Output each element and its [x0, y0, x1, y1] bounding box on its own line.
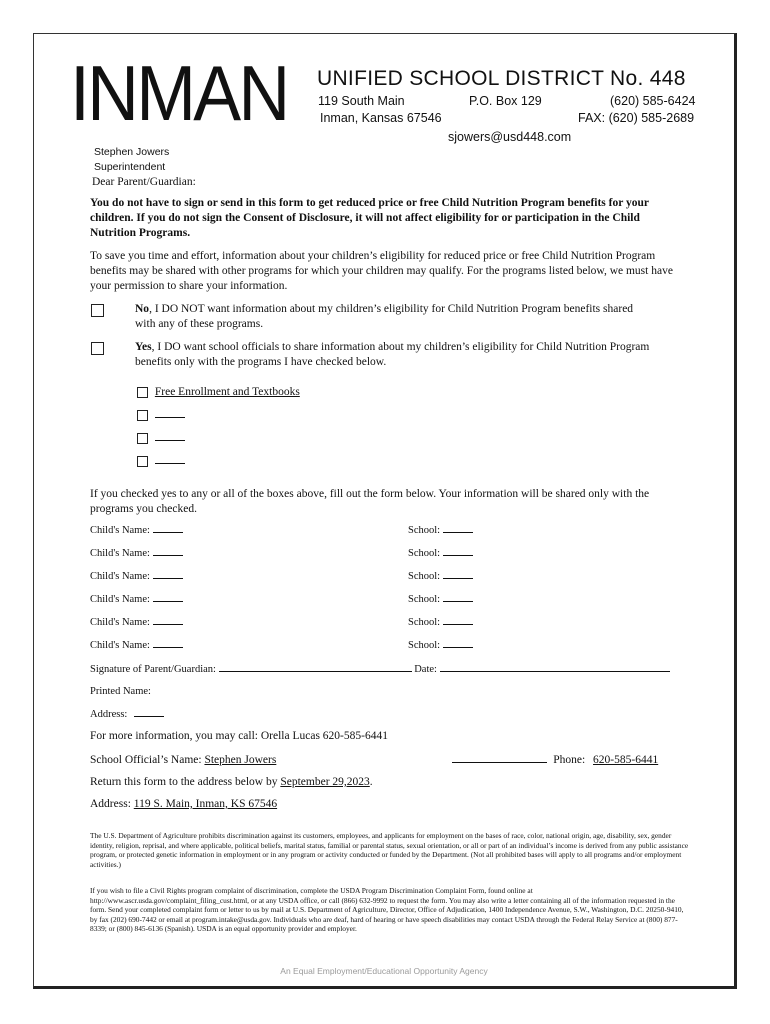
nondiscrimination-statement: The U.S. Department of Agriculture prohibits discrimination against its customers, employees, and applicants for employment on the bases of race, color, national origin, age, disability, sex, gender identity, religion, reprisal, and where applicable, political beliefs, marital status, familial or parental status, sexual orientation, or all or part of an individual’s income is derived from any public assistance program, or protected genetic information in employment or in any program or activity conducted or funded by the Department. (Not all prohibited bases will apply to all programs and/or employment activities.): [90, 831, 689, 869]
child-name-label: Child's Name:: [90, 617, 150, 628]
no-checkbox[interactable]: [91, 304, 104, 317]
child-row: [90, 523, 690, 538]
school-blank[interactable]: [443, 546, 473, 556]
child-row: [90, 615, 690, 630]
official-phone: 620-585-6441: [593, 754, 659, 766]
school-field: [408, 592, 473, 607]
address-row: [90, 707, 164, 722]
yes-description: , I DO want school officials to share information about my children’s eligibility for Child Nutrition Program benefits only with the programs I have checked below.: [135, 341, 650, 368]
inman-logo: INMAN: [70, 49, 288, 137]
yes-checkbox[interactable]: [91, 342, 104, 355]
footer-tagline: An Equal Employment/Educational Opportunity Agency: [280, 966, 488, 976]
school-label: School:: [408, 525, 441, 536]
child-name-blank[interactable]: [153, 569, 183, 579]
district-fax: FAX: (620) 585-2689: [578, 111, 695, 125]
consent-notice: You do not have to sign or send in this form to get reduced price or free Child Nutrition Program benefits for your children. If you do not sign the Consent of Disclosure, it will not affect eligibility for or participation in the Child Nutrition Programs.: [90, 197, 649, 239]
school-blank[interactable]: [443, 523, 473, 533]
school-blank[interactable]: [443, 638, 473, 648]
child-name-blank[interactable]: [153, 638, 183, 648]
yes-label: Yes: [135, 341, 152, 353]
program-option-3[interactable]: [137, 431, 185, 446]
school-field: [408, 638, 473, 653]
return-address-row: [90, 797, 277, 812]
program-checkbox[interactable]: [137, 456, 148, 467]
school-label: School:: [408, 617, 441, 628]
official-extra-line[interactable]: [452, 752, 547, 763]
child-name-label: Child's Name:: [90, 548, 150, 559]
school-label: School:: [408, 548, 441, 559]
child-name-label: Child's Name:: [90, 571, 150, 582]
return-suffix: .: [369, 776, 373, 788]
school-blank[interactable]: [443, 569, 473, 579]
street-address: 119 South Main: [318, 94, 405, 108]
school-field: [408, 546, 473, 561]
address-label: Address:: [90, 709, 128, 720]
return-row: [90, 775, 373, 790]
child-row: [90, 546, 690, 561]
city-state: Inman, Kansas 67546: [320, 111, 442, 125]
district-email: sjowers@usd448.com: [448, 130, 572, 144]
return-prefix: Return this form to the address below by: [90, 776, 278, 788]
program-label: Free Enrollment and Textbooks: [154, 386, 300, 398]
program-checkbox[interactable]: [137, 433, 148, 444]
return-date: September 29,2023: [280, 776, 370, 788]
phone-label: Phone:: [553, 754, 586, 766]
school-label: School:: [408, 640, 441, 651]
child-name-blank[interactable]: [153, 615, 183, 625]
no-description: , I DO NOT want information about my children’s eligibility for Child Nutrition Program benefits shared with any of these programs.: [135, 303, 634, 330]
school-field: [408, 523, 473, 538]
date-label: Date:: [414, 664, 437, 675]
school-label: School:: [408, 571, 441, 582]
po-box: P.O. Box 129: [469, 94, 542, 108]
district-phone: (620) 585-6424: [610, 94, 696, 108]
program-blank[interactable]: [155, 431, 185, 441]
official-label: School Official’s Name:: [90, 754, 202, 766]
school-label: School:: [408, 594, 441, 605]
program-option-2[interactable]: [137, 408, 185, 423]
program-option-1[interactable]: [137, 385, 300, 400]
printed-name-label: Printed Name:: [90, 686, 151, 697]
superintendent-title: Superintendent: [94, 161, 166, 173]
school-blank[interactable]: [443, 592, 473, 602]
child-name-label: Child's Name:: [90, 525, 150, 536]
program-blank[interactable]: [155, 408, 185, 418]
district-name: UNIFIED SCHOOL DISTRICT No. 448: [317, 67, 686, 90]
child-name-label: Child's Name:: [90, 594, 150, 605]
return-address-label: Address:: [90, 798, 131, 810]
yes-option-text: [135, 340, 665, 370]
document-page: [33, 33, 737, 989]
child-name-blank[interactable]: [153, 546, 183, 556]
child-row: [90, 592, 690, 607]
school-field: [408, 569, 473, 584]
child-name-label: Child's Name:: [90, 640, 150, 651]
program-option-4[interactable]: [137, 454, 185, 469]
superintendent-name: Stephen Jowers: [94, 146, 170, 158]
school-field: [408, 615, 473, 630]
child-row: [90, 569, 690, 584]
official-row: [90, 752, 688, 768]
signature-row: [90, 661, 670, 677]
program-blank[interactable]: [155, 454, 185, 464]
fill-instructions: If you checked yes to any or all of the boxes above, fill out the form below. Your information will be shared only with the programs you checked.: [90, 488, 650, 515]
child-name-blank[interactable]: [153, 523, 183, 533]
program-checkbox[interactable]: [137, 387, 148, 398]
greeting: Dear Parent/Guardian:: [92, 176, 196, 188]
child-name-blank[interactable]: [153, 592, 183, 602]
signature-line[interactable]: [219, 661, 412, 672]
no-label: No: [135, 303, 150, 315]
signature-label: Signature of Parent/Guardian:: [90, 664, 216, 675]
school-blank[interactable]: [443, 615, 473, 625]
intro-paragraph: To save you time and effort, information about your children’s eligibility for reduced price or free Child Nutrition Program benefits may be shared with other programs for which your children may qualify. For the programs listed below, we must have your permission to share your information.: [90, 250, 673, 292]
no-option-text: [135, 302, 655, 332]
address-blank[interactable]: [134, 707, 164, 717]
complaint-statement: If you wish to file a Civil Rights program complaint of discrimination, complete the USDA Program Discrimination Complaint Form, found online at http://www.ascr.usda.gov/complaint_filing_cust.html, or at any USDA office, or call (866) 632-9992 to request the form. You may also write a letter containing all of the information requested in the form. Send your completed complaint form or letter to us by mail at U.S. Department of Agriculture, Director, Office of Adjudication, 1400 Independence Avenue, S.W., Washington, D.C. 20250-9410, by fax (202) 690-7442 or email at program.intake@usda.gov. Individuals who are deaf, hard of hearing or have speech disabilities may contact USDA through the Federal Relay Service at (800) 877-8339; or (800) 845-6136 (Spanish). USDA is an equal opportunity provider and employer.: [90, 886, 684, 934]
return-address: 119 S. Main, Inman, KS 67546: [133, 798, 278, 810]
program-checkbox[interactable]: [137, 410, 148, 421]
more-info: For more information, you may call: Orella Lucas 620-585-6441: [90, 730, 388, 742]
date-line[interactable]: [440, 661, 670, 672]
official-name: Stephen Jowers: [204, 754, 277, 766]
child-row: [90, 638, 690, 653]
